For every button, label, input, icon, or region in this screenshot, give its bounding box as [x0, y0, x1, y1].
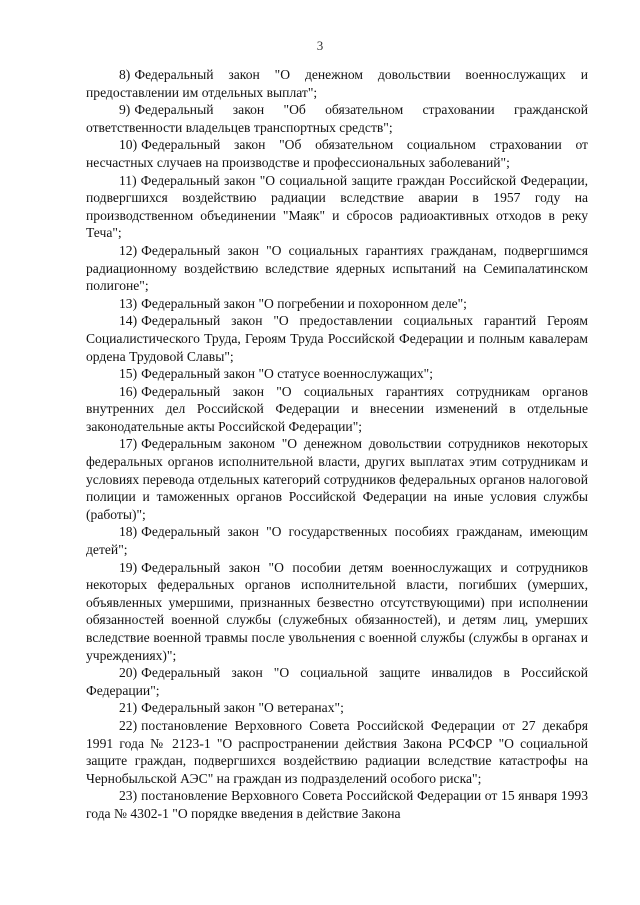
list-item [86, 101, 588, 136]
item-text: Федеральный закон "О социальных гарантиях сотрудникам органов внутренних дел Российской Федерации и внесении изменений в отдельные законодательные акты Российской Федерации"; [86, 383, 588, 434]
item-number: 8) [119, 67, 131, 82]
item-number: 11) [119, 172, 137, 188]
item-number: 13) [119, 295, 138, 311]
item-number: 9) [119, 102, 131, 118]
item-number: 12) [119, 242, 138, 258]
item-text: Федеральный закон "О ветеранах"; [141, 700, 344, 716]
list-item [86, 66, 588, 101]
item-number: 22) [119, 717, 138, 733]
item-text: Федеральный закон "О пособии детям военнослужащих и сотрудников некоторых федеральных органов исполнительной власти, погибших (умерших, объявленных умершими, признанных безвестно отсутствующими) при исполнении обязанностей военной службы (служебных обязанностей), и детям лиц, умерших вследствие военной травмы после увольнения с военной службы (службы в органах и учреждениях)"; [86, 559, 588, 663]
item-text: Федеральный закон "Об обязательном социальном страховании от несчастных случаев на производстве и профессиональных заболеваний"; [86, 137, 588, 170]
item-text: Федеральный закон "О статусе военнослужащих"; [141, 366, 433, 382]
item-text: Федеральный закон "О государственных пособиях гражданам, имеющим детей"; [86, 524, 588, 558]
list-item [86, 136, 588, 171]
item-number: 19) [119, 559, 138, 575]
item-number: 15) [119, 366, 138, 382]
list-item [86, 664, 588, 699]
list-item [86, 717, 588, 787]
law-list [86, 66, 588, 823]
page-number: 3 [316, 38, 324, 53]
item-number: 17) [119, 436, 138, 452]
item-number: 18) [119, 524, 138, 540]
item-text: Федеральным законом "О денежном довольствии сотрудников некоторых федеральных органов исполнительной власти, других выплатах этим сотрудникам и условиях перевода отдельных категорий сотрудников федеральных органов налоговой полиции и таможенных органов Российской Федерации на иные условия службы (работы)"; [86, 436, 588, 522]
item-number: 20) [119, 665, 138, 681]
item-text: постановление Верховного Совета Российской Федерации от 15 января 1993 года № 4302-1 "О порядке введения в действие Закона [86, 788, 588, 821]
item-text: Федеральный закон "Об обязательном страховании гражданской ответственности владельцев транспортных средств"; [86, 102, 588, 135]
item-text: Федеральный закон "О предоставлении социальных гарантий Героям Социалистического Труда, Героям Труда Российской Федерации и полным кавалерам ордена Трудовой Славы"; [86, 313, 588, 364]
item-text: постановление Верховного Совета Российской Федерации от 27 декабря 1991 года № 2123-1 "О распространении действия Закона РСФСР "О социальной защите граждан, подвергшихся воздействию радиации вследствие катастрофы на Чернобыльской АЭС" на граждан из подразделений особого риска"; [86, 717, 588, 786]
item-text: Федеральный закон "О денежном довольствии военнослужащих и предоставлении им отдельных выплат"; [86, 67, 588, 100]
list-item [86, 699, 588, 717]
list-item [86, 242, 588, 295]
list-item [86, 435, 588, 523]
list-item [86, 523, 588, 558]
list-item [86, 559, 588, 665]
item-text: Федеральный закон "О социальной защите инвалидов в Российской Федерации"; [86, 665, 588, 698]
item-number: 16) [119, 383, 138, 399]
item-text: Федеральный закон "О социальных гарантиях гражданам, подвергшимся радиационному воздействию вследствие ядерных испытаний на Семипалатинском полигоне"; [86, 242, 588, 294]
item-number: 23) [119, 788, 138, 804]
list-item [86, 383, 588, 436]
item-number: 10) [119, 137, 138, 153]
list-item [86, 787, 588, 822]
list-item [86, 295, 588, 313]
item-number: 14) [119, 313, 138, 329]
list-item [86, 365, 588, 383]
item-text: Федеральный закон "О социальной защите граждан Российской Федерации, подвергшихся воздействию радиации вследствие аварии в 1957 году на производственном объединении "Маяк" и сбросов радиоактивных отходов в реку Теча"; [86, 172, 588, 241]
list-item [86, 172, 588, 242]
item-number: 21) [119, 700, 138, 716]
list-item [86, 312, 588, 365]
item-text: Федеральный закон "О погребении и похоронном деле"; [141, 295, 467, 311]
